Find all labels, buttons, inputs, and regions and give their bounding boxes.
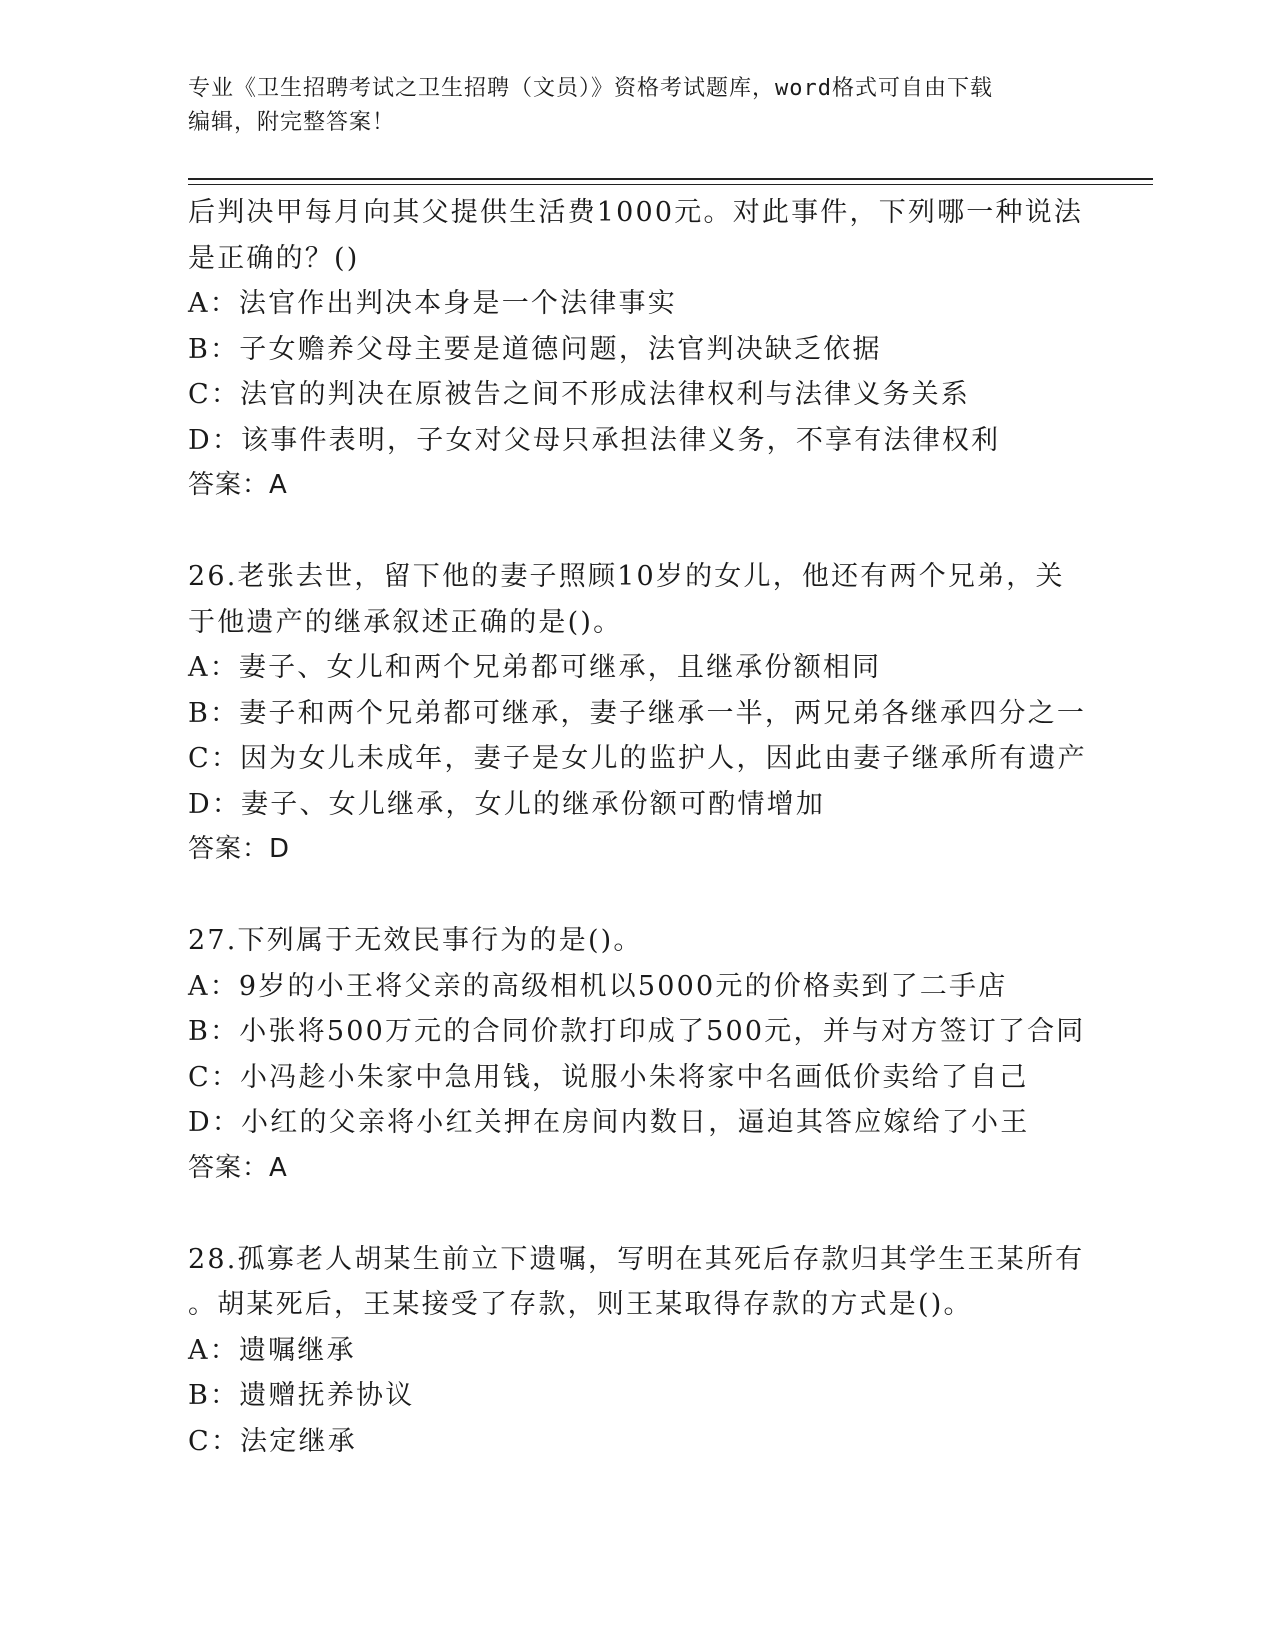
option-a: A：遗嘱继承 bbox=[188, 1334, 356, 1366]
option-a: A：妻子、女儿和两个兄弟都可继承，且继承份额相同 bbox=[188, 652, 882, 683]
spacer bbox=[188, 509, 1088, 555]
answer-line: 答案：A bbox=[188, 470, 288, 500]
header-divider-thin bbox=[188, 184, 1153, 185]
answer-line: 答案：D bbox=[188, 834, 291, 864]
option-b: B：妻子和两个兄弟都可继承，妻子继承一半，两兄弟各继承四分之一 bbox=[188, 697, 1087, 729]
question-block-27 bbox=[188, 918, 1088, 1191]
question-block-continued bbox=[188, 190, 1088, 509]
option-c: C：法官的判决在原被告之间不形成法律权利与法律义务关系 bbox=[188, 379, 971, 410]
spacer bbox=[188, 1191, 1088, 1237]
option-b: B：小张将500万元的合同价款打印成了500元，并与对方签订了合同 bbox=[188, 1016, 1086, 1047]
option-b: B：遗赠抚养协议 bbox=[188, 1380, 415, 1411]
question-stem-line: 。胡某死后，王某接受了存款，则王某取得存款的方式是()。 bbox=[188, 1289, 973, 1320]
question-stem-line: 后判决甲每月向其父提供生活费1000元。对此事件，下列哪一种说法 bbox=[188, 197, 1084, 228]
option-c: C：因为女儿未成年，妻子是女儿的监护人，因此由妻子继承所有遗产 bbox=[188, 743, 1087, 774]
option-a: A：法官作出判决本身是一个法律事实 bbox=[188, 288, 677, 319]
question-stem-line: 27.下列属于无效民事行为的是()。 bbox=[188, 925, 643, 956]
option-a: A：9岁的小王将父亲的高级相机以5000元的价格卖到了二手店 bbox=[188, 970, 1008, 1002]
question-stem-line: 28.孤寡老人胡某生前立下遗嘱，写明在其死后存款归其学生王某所有 bbox=[188, 1243, 1085, 1275]
header-divider-thick bbox=[188, 178, 1153, 180]
document-header bbox=[188, 72, 1088, 140]
option-c: C：法定继承 bbox=[188, 1425, 357, 1457]
option-d: D：小红的父亲将小红关押在房间内数日，逼迫其答应嫁给了小王 bbox=[188, 1107, 1030, 1138]
option-b: B：子女赡养父母主要是道德问题，法官判决缺乏依据 bbox=[188, 333, 882, 365]
option-d: D：该事件表明，子女对父母只承担法律义务，不享有法律权利 bbox=[188, 424, 1001, 456]
question-stem-line: 是正确的？() bbox=[188, 242, 360, 274]
option-c: C：小冯趁小朱家中急用钱，说服小朱将家中名画低价卖给了自己 bbox=[188, 1061, 1029, 1093]
header-title-line-2: 编辑，附完整答案！ bbox=[188, 110, 396, 135]
question-list bbox=[188, 190, 1088, 1464]
question-block-26 bbox=[188, 554, 1088, 873]
header-title-line-1: 专业《卫生招聘考试之卫生招聘（文员）》资格考试题库，word格式可自由下载 bbox=[188, 76, 993, 101]
question-stem-line: 26.老张去世，留下他的妻子照顾10岁的女儿，他还有两个兄弟，关 bbox=[188, 561, 1065, 592]
spacer bbox=[188, 873, 1088, 919]
question-stem-line: 于他遗产的继承叙述正确的是()。 bbox=[188, 606, 623, 638]
option-d: D：妻子、女儿继承，女儿的继承份额可酌情增加 bbox=[188, 788, 826, 820]
question-block-28 bbox=[188, 1237, 1088, 1465]
answer-line: 答案：A bbox=[188, 1152, 288, 1183]
